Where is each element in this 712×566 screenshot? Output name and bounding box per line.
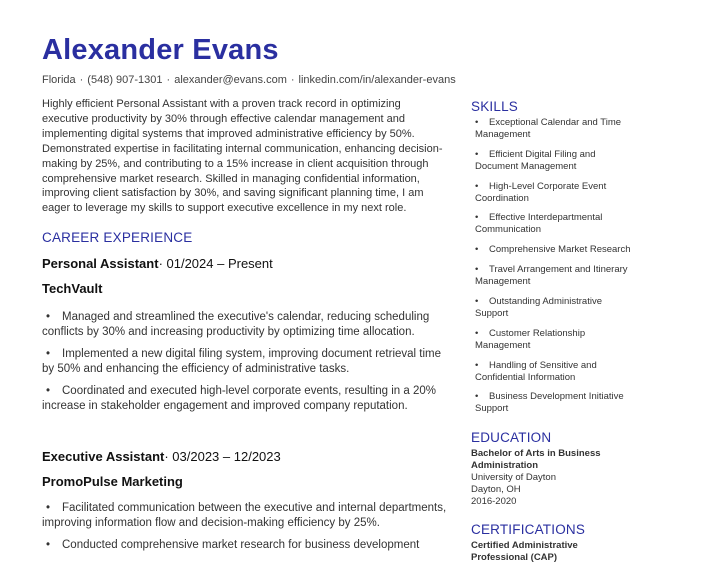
job-company-1: TechVault (42, 281, 103, 296)
job-title-2 (42, 449, 281, 464)
contact-separator: · (79, 74, 84, 86)
skill-text: Handling of Sensitive and Confidential Information (475, 359, 597, 383)
bullet-marker: • (475, 359, 479, 371)
job-role: Executive Assistant (42, 449, 165, 464)
list-item (42, 384, 448, 413)
bullet-text: Facilitated communication between the executive and internal departments, improving information flow and decision-making efficiency by 25%. (42, 502, 447, 529)
bullet-text: Coordinated and executed high-level corporate events, resulting in a 20% increase in stakeholder engagement and improved company reputation. (42, 385, 436, 412)
list-item (471, 212, 631, 236)
job-role: Personal Assistant (42, 256, 159, 271)
bullet-marker: • (475, 117, 479, 128)
bullet-text: Managed and streamlined the executive's calendar, reducing scheduling conflicts by 30% and increasing productivity by optimizing time allocation. (42, 311, 430, 338)
skills-list (471, 117, 631, 415)
bullet-marker: • (475, 148, 479, 160)
certification-name: Certified Administrative Professional (CAP) (471, 539, 578, 563)
job-dates: · 01/2024 – Present (158, 256, 273, 271)
list-item (471, 181, 631, 205)
contact-line (42, 74, 456, 86)
job-dates: · 03/2023 – 12/2023 (164, 449, 281, 464)
list-item (471, 244, 631, 256)
list-item (471, 360, 631, 384)
education-degree: Bachelor of Arts in Business Administration (471, 448, 601, 472)
career-experience-heading: CAREER EXPERIENCE (42, 230, 193, 245)
skill-text: Outstanding Administrative Support (475, 295, 603, 319)
education-years: 2016-2020 (471, 495, 517, 507)
contact-linkedin[interactable]: linkedin.com/in/alexander-evans (298, 74, 456, 86)
bullet-marker: • (475, 327, 479, 339)
summary-paragraph: Highly efficient Personal Assistant with a proven track record in optimizing executive productivity by 30% through effective calendar management and implementing digital systems that improved administrative efficiency by 50%. Demonstrated expertise in facilitating internal communication, enhancing decision-making by 25%, and contributing to a 15% increase in client acquisition through comprehensive market research. Skilled in managing confidential information, improving client satisfaction by 30%, and saving significant planning time, I am eager to leverage my skills to support executive excellence in my next role. (42, 98, 443, 215)
skill-text: Comprehensive Market Research (489, 244, 631, 256)
skill-text: High-Level Corporate Event Coordination (475, 180, 607, 204)
skills-heading: SKILLS (471, 99, 518, 114)
job-bullets-1 (42, 310, 448, 422)
list-item (471, 391, 631, 415)
bullet-marker: • (475, 244, 479, 256)
contact-separator: · (290, 74, 295, 86)
list-item (471, 117, 631, 141)
bullet-marker: • (46, 348, 51, 361)
list-item (471, 149, 631, 173)
skill-text: Business Development Initiative Support (475, 391, 624, 415)
education-location: Dayton, OH (471, 483, 521, 495)
contact-separator: · (166, 74, 171, 86)
certification-entry (471, 540, 631, 564)
bullet-text: Implemented a new digital filing system, improving document retrieval time by 50% and enhancing the efficiency of administrative tasks. (42, 348, 442, 375)
bullet-marker: • (475, 391, 479, 403)
education-heading: EDUCATION (471, 430, 552, 446)
bullet-text: Conducted comprehensive market research for business development (62, 539, 420, 552)
contact-phone: (548) 907-1301 (87, 74, 163, 86)
education-entry (471, 448, 631, 508)
job-title-1 (42, 256, 273, 271)
candidate-name: Alexander Evans (42, 34, 279, 66)
list-item (471, 264, 631, 288)
skill-text: Customer Relationship Management (475, 327, 586, 351)
contact-email[interactable]: alexander@evans.com (174, 74, 287, 86)
skill-text: Effective Interdepartmental Communication (475, 212, 603, 236)
bullet-marker: • (46, 502, 51, 514)
bullet-marker: • (475, 212, 479, 224)
bullet-marker: • (46, 311, 51, 323)
skill-text: Efficient Digital Filing and Document Management (475, 148, 596, 172)
bullet-marker: • (475, 295, 479, 307)
bullet-marker: • (46, 539, 51, 552)
bullet-marker: • (46, 385, 51, 398)
skill-text: Travel Arrangement and Itinerary Management (475, 264, 628, 288)
list-item (42, 310, 448, 339)
list-item (471, 328, 631, 352)
list-item (42, 538, 448, 553)
skill-text: Exceptional Calendar and Time Management (475, 117, 622, 140)
job-company-2: PromoPulse Marketing (42, 474, 183, 489)
certifications-heading: CERTIFICATIONS (471, 521, 586, 537)
job-bullets-2 (42, 501, 448, 561)
list-item (42, 501, 448, 530)
list-item (42, 347, 448, 376)
list-item (471, 296, 631, 320)
bullet-marker: • (475, 264, 479, 276)
education-school: University of Dayton (471, 472, 557, 484)
contact-location: Florida (42, 74, 76, 86)
bullet-marker: • (475, 180, 479, 192)
right-column (471, 99, 631, 566)
